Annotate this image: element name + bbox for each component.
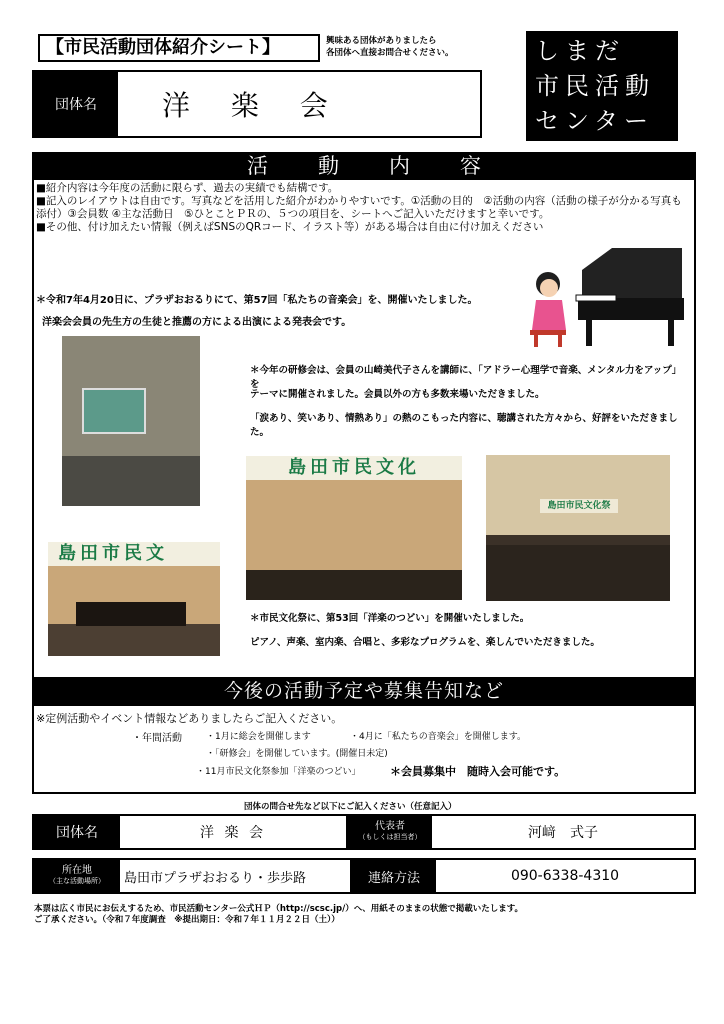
festival-text: ピアノ、声楽、室内楽、合唱と、多彩なプログラムを、楽しんでいただきました。 <box>250 637 600 648</box>
banner-text: 島田市民文 <box>48 542 220 566</box>
stage-backdrop <box>486 455 670 535</box>
guidelines <box>36 182 692 234</box>
header-note-line: 各団体へ直接お問合せください。 <box>326 48 454 58</box>
loc-label: 所在地 <box>62 865 92 876</box>
rep-label: 代表者 <box>375 821 405 832</box>
rep-sub-label: （もしくは担当者） <box>358 833 422 841</box>
seminar-text: テーマに開催されました。会員以外の方も多数来場いただきました。 <box>250 389 545 400</box>
girl-dress-icon <box>532 300 566 330</box>
loc-label-cell <box>34 860 120 892</box>
loc-sub-label: （主な活動場所） <box>49 877 105 885</box>
sheet-title: 【市民活動団体紹介シート】 <box>38 34 320 62</box>
piano-lid-icon <box>582 248 682 300</box>
header-note <box>326 35 516 59</box>
seminar-text: ＊今年の研修会は、会員の山崎美代子さんを講師に、「アドラー心理学で音楽、メンタル力をアップ」を <box>250 365 682 390</box>
future-item: ・11月市民文化祭参加「洋楽のつどい」 <box>196 767 361 777</box>
header-note-line: 興味ある団体がありましたら <box>326 36 437 46</box>
piano-girl-illustration <box>522 240 688 350</box>
rep-name-cell: 河﨑 式子 <box>528 825 598 841</box>
org-name: 洋 楽 会 <box>162 89 344 122</box>
org-name-box <box>32 70 482 138</box>
phone-cell: 090-6338-4310 <box>510 868 620 884</box>
contact-hint: 団体の問合せ先など以下にご記入ください（任意記入） <box>244 802 457 812</box>
piano-stool-leg-icon <box>558 335 562 347</box>
future-item: ・「研修会」を開催しています。(開催日未定) <box>206 749 388 759</box>
legal-note <box>34 904 694 926</box>
projector-screen <box>82 388 146 434</box>
banner-text: 島田市民文化 <box>246 456 462 480</box>
seminar-photo <box>62 336 200 506</box>
legal-line: 本票は広く市民にお伝えするため、市民活動センター公式ＨＰ（http://scsc.jp/）へ、用紙そのままの状態で掲載いたします。 <box>34 904 524 914</box>
org-label-cell: 団体名 <box>34 816 120 848</box>
chorus-photo <box>486 455 670 601</box>
future-heading: 今後の活動予定や募集告知など <box>32 677 696 706</box>
center-logo-line: センター <box>535 107 655 135</box>
org-name-cell: 洋 楽 会 <box>120 816 348 848</box>
stage-floor <box>246 570 462 600</box>
string-quartet-photo <box>246 456 462 600</box>
audience-rows <box>62 456 200 506</box>
piano-leg-icon <box>668 320 674 346</box>
future-intro: ※定例活動やイベント情報などありましたらご記入ください。 <box>36 712 343 725</box>
report-line: ＊令和7年4月20日に、プラザおおるりにて、第57回「私たちの音楽会」を、開催いたしました。 <box>36 295 478 306</box>
future-item-label: ・年間活動 <box>132 733 182 744</box>
piano-stool-icon <box>530 330 566 335</box>
festival-text: ＊市民文化祭に、第53回「洋楽のつどい」を開催いたしました。 <box>250 613 530 624</box>
contact-row-location <box>32 858 696 894</box>
org-label: 団体名 <box>34 72 118 136</box>
loc-value-cell: 島田市プラザおおるり・歩歩路 <box>120 860 352 892</box>
center-logo-line: しまだ <box>535 37 625 65</box>
audience-seats <box>486 545 670 601</box>
piano-stool-leg-icon <box>534 335 538 347</box>
legal-line: ご了承ください。（令和７年度調査 ※提出期日：令和７年１１月２２日（土）） <box>34 915 340 925</box>
stage-backdrop <box>246 480 462 570</box>
seminar-text: 「涙あり、笑いあり、情熱あり」の熱のこもった内容に、聴講された方々から、好評をいただきました。 <box>250 413 678 438</box>
contact-row-org <box>32 814 696 850</box>
piano-keys-icon <box>576 295 616 301</box>
method-label-cell: 連絡方法 <box>352 860 436 892</box>
future-item: ・4月に「私たちの音楽会」を開催します。 <box>350 732 527 742</box>
vocal-recital-photo <box>48 542 220 656</box>
grand-piano <box>76 602 186 626</box>
center-logo-line: 市民活動 <box>535 72 655 100</box>
report-line: 洋楽会会員の先生方の生徒と推薦の方による出演による発表会です。 <box>42 317 352 328</box>
recruit-notice: ＊会員募集中 随時入会可能です。 <box>390 765 566 778</box>
future-item: ・1月に総会を開催します <box>206 732 311 742</box>
piano-leg-icon <box>586 320 592 346</box>
guideline-text: ■記入のレイアウトは自由です。写真などを活用した紹介がわかりやすいです。①活動の目的 ②活動の内容（活動の様子が分かる写真も添付）③会員数 ④主な活動日 ⑤ひとことＰＲの、５つの項目を、シートへご記入いただけますと幸いです。 <box>36 195 682 220</box>
stage-banner: 島田市民文化祭 <box>540 499 618 513</box>
activity-heading: 活動内容 <box>32 152 696 180</box>
girl-face-icon <box>540 279 558 297</box>
guideline-text: ■その他、付け加えたい情報（例えばSNSのQRコード、イラスト等）がある場合は自由に付け加えください <box>36 221 544 233</box>
guideline-text: ■紹介内容は今年度の活動に限らず、過去の実績でも結構です。 <box>36 182 339 194</box>
center-logo <box>526 31 678 141</box>
rep-label-cell <box>348 816 432 848</box>
